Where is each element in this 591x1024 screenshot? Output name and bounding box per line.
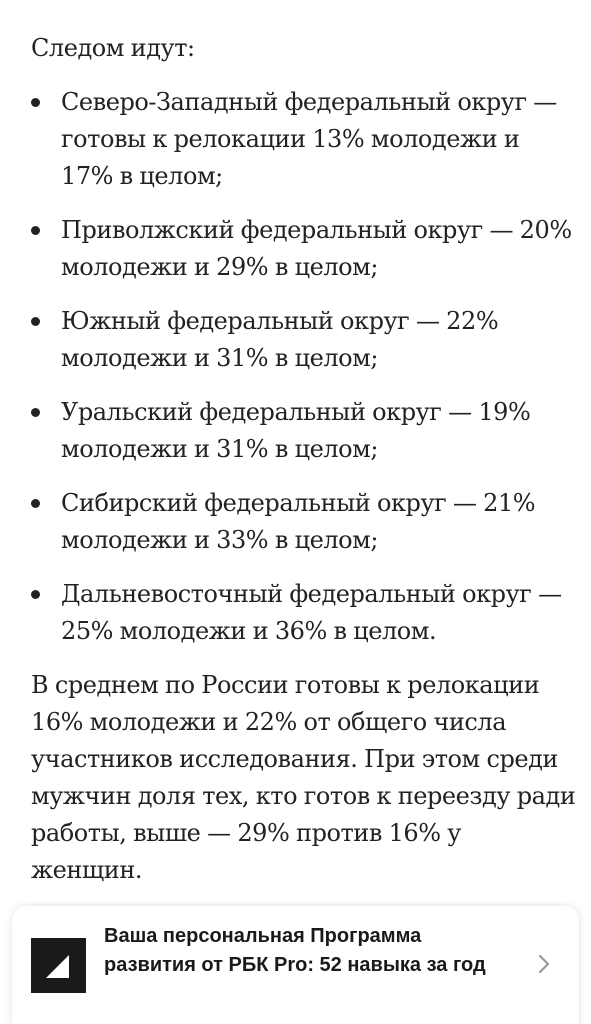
region-list [31,84,576,650]
bullet-icon [31,317,40,326]
bullet-icon [31,226,40,235]
list-item [31,394,576,468]
list-item [31,84,576,195]
list-item [31,576,576,650]
list-item [31,485,576,559]
bullet-icon [31,590,40,599]
bullet-icon [31,98,40,107]
rbc-pro-logo-icon [31,938,86,993]
list-item-text: Дальневосточный федеральный округ — 25% молодежи и 36% в целом. [61,580,562,645]
chevron-right-icon[interactable] [536,952,552,980]
promo-banner[interactable] [12,906,579,1024]
article-body [31,22,576,889]
paragraph-intro: Следом идут: [31,34,195,62]
list-item [31,212,576,286]
list-item-text: Приволжский федеральный округ — 20% молодежи и 29% в целом; [61,216,572,281]
list-item-text: Уральский федеральный округ — 19% молодежи и 31% в целом; [61,398,531,463]
promo-title: Ваша персональная Программа развития от РБК Pro: 52 навыка за год [104,925,486,976]
bullet-icon [31,499,40,508]
bullet-icon [31,408,40,417]
list-item [31,303,576,377]
list-item-text: Северо-Западный федеральный округ — готовы к релокации 13% молодежи и 17% в целом; [61,88,557,190]
paragraph-summary: В среднем по России готовы к релокации 16% молодежи и 22% от общего числа участников исследования. При этом среди мужчин доля тех, кто готов к переезду ради работы, выше — 29% против 16% у женщин. [31,671,576,884]
list-item-text: Сибирский федеральный округ — 21% молодежи и 33% в целом; [61,489,536,554]
list-item-text: Южный федеральный округ — 22% молодежи и 31% в целом; [61,307,499,372]
